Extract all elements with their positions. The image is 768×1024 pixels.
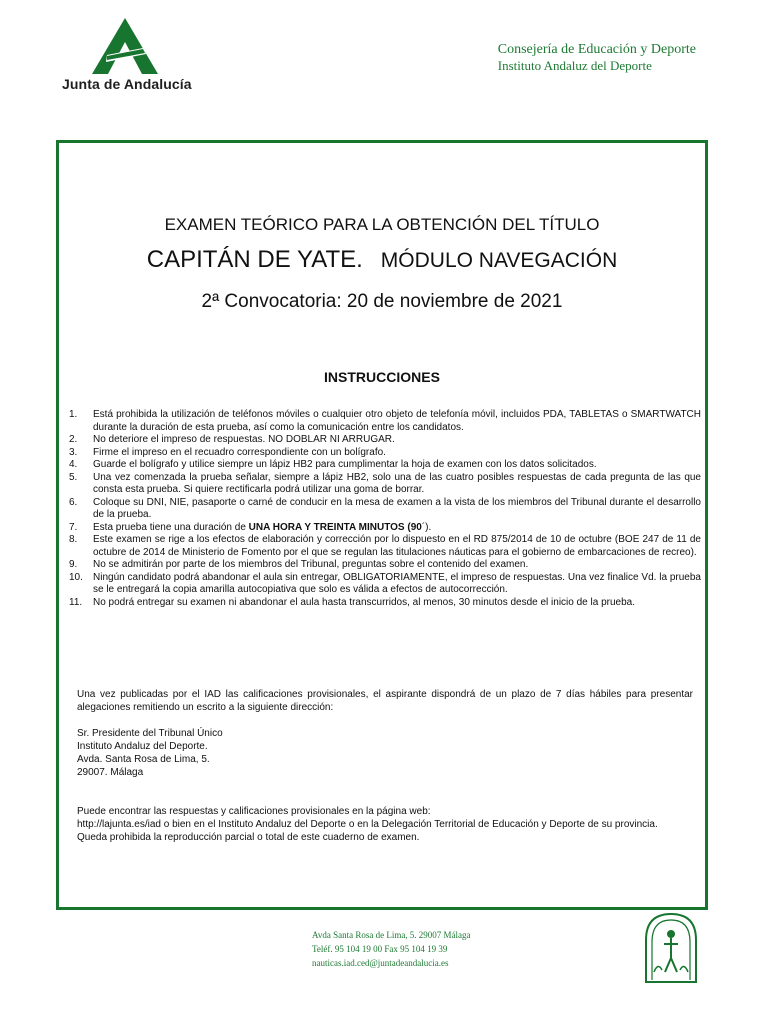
- web-info-line: Puede encontrar las respuestas y calificaciones provisionales en la página web:: [77, 806, 431, 817]
- footer-address: Avda Santa Rosa de Lima, 5. 29007 Málaga: [312, 930, 471, 940]
- web-link-line: http://lajunta.es/iad o bien en el Instituto Andaluz del Deporte o en la Delegación Territorial de Educación y Deporte de su provincia.: [77, 819, 658, 830]
- junta-a-logo-icon: [92, 18, 158, 74]
- address-line: Avda. Santa Rosa de Lima, 5.: [77, 754, 210, 765]
- logo-text: Junta de Andalucía: [62, 76, 192, 92]
- instructions-title: INSTRUCCIONES: [324, 369, 440, 385]
- instruction-item: 6. Coloque su DNI, NIE, pasaporte o carné de conducir en la mesa de examen a la vista de los miembros del Tribunal durante el desarrollo de la prueba.: [69, 496, 701, 520]
- footer-phone: Teléf. 95 104 19 00 Fax 95 104 19 39: [312, 944, 448, 954]
- exam-heading: EXAMEN TEÓRICO PARA LA OBTENCIÓN DEL TÍTULO: [164, 215, 600, 234]
- instructions-list: [69, 409, 701, 609]
- copyright-line: Queda prohibida la reproducción parcial o total de este cuaderno de examen.: [77, 832, 420, 843]
- instruction-item: 4. Guarde el bolígrafo y utilice siempre un lápiz HB2 para cumplimentar la hoja de examen con los datos solicitados.: [69, 459, 597, 470]
- instruction-item: 10. Ningún candidato podrá abandonar el aula sin entregar, OBLIGATORIAMENTE, el impreso de respuestas. Una vez finalice Vd. la prueba se le entregará la copia amarilla autocopiativa que solo es válida a efectos de autocorrección.: [69, 571, 701, 595]
- footer-contact: [312, 928, 471, 970]
- address-line: Instituto Andaluz del Deporte.: [77, 741, 208, 752]
- instruction-item: 11. No podrá entregar su examen ni abandonar el aula hasta transcurridos, al menos, 30 minutos desde el inicio de la prueba.: [69, 596, 635, 608]
- instruction-item: 2. No deteriore el impreso de respuestas. NO DOBLAR NI ARRUGAR.: [69, 434, 395, 445]
- address-line: Sr. Presidente del Tribunal Único: [77, 728, 223, 739]
- address-line: 29007. Málaga: [77, 767, 144, 778]
- department-header: [498, 42, 696, 73]
- instruction-item: 8. Este examen se rige a los efectos de elaboración y corrección por lo dispuesto en el RD 875/2014 de 10 de octubre (BOE 247 de 11 de octubre de 2014 de Ministerio de Fomento por el que se regulan las titulaciones náuticas para el gobierno de embarcaciones de recreo).: [69, 534, 701, 558]
- footer-email: nauticas.iad.ced@juntadeandalucia.es: [312, 958, 449, 968]
- junta-logo: [58, 18, 198, 98]
- postal-address: [77, 727, 693, 779]
- institute-name: Instituto Andaluz del Deporte: [497, 58, 652, 73]
- instruction-item: 7. Esta prueba tiene una duración de UNA HORA Y TREINTA MINUTOS (90´).: [69, 521, 432, 533]
- department-name: Consejería de Educación y Deporte: [497, 42, 696, 57]
- web-info: [77, 805, 693, 844]
- module-text: MÓDULO NAVEGACIÓN: [380, 249, 618, 272]
- instruction-item: 3. Firme el impreso en el recuadro correspondiente con un bolígrafo.: [69, 446, 386, 458]
- andalucia-seal-icon: [640, 910, 702, 984]
- instruction-item: 5. Una vez comenzada la prueba señalar, siempre a lápiz HB2, solo una de las cuatro posibles respuestas de cada pregunta de las que consta esta prueba. Si quiere rectificarla podrá utilizar una goma de borrar.: [69, 471, 701, 495]
- exam-date: 2ª Convocatoria: 20 de noviembre de 2021: [201, 291, 563, 312]
- exam-cover-frame: [56, 140, 708, 910]
- instruction-item: 1. Está prohibida la utilización de teléfonos móviles o cualquier otro objeto de telefonía móvil, incluidos PDA, TABLETAS o SMARTWATCH durante la duración de esta prueba, así como la comunicación entre los candidatos.: [69, 409, 701, 433]
- title-text: CAPITÁN DE YATE.: [146, 246, 363, 273]
- exam-title: [59, 246, 705, 274]
- appeals-notice: Una vez publicadas por el IAD las calificaciones provisionales, el aspirante dispondrá de un plazo de 7 días hábiles para presentar alegaciones remitiendo un escrito a la siguiente dirección:: [77, 689, 693, 713]
- instruction-item: 9. No se admitirán por parte de los miembros del Tribunal, preguntas sobre el contenido del examen.: [69, 559, 529, 570]
